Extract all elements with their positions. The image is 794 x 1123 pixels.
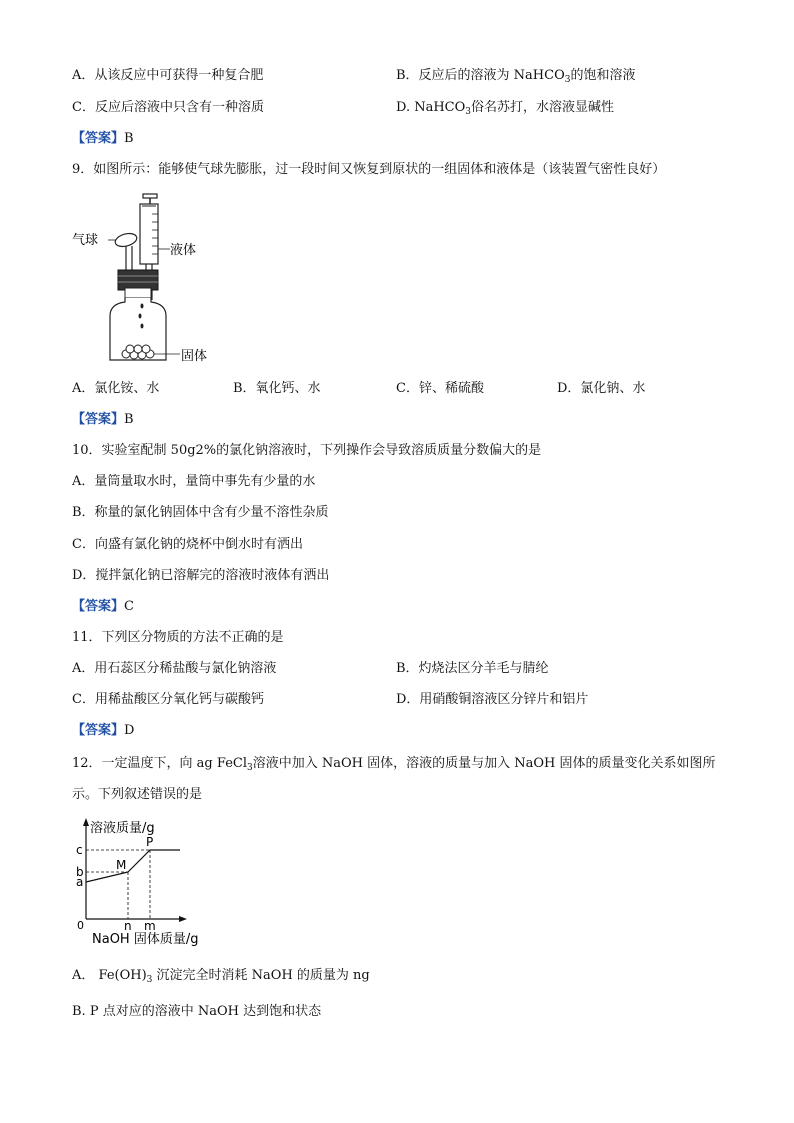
y-axis-arrow-icon — [83, 818, 89, 826]
q8-option-b: B．反应后的溶液为 NaHCO$_3$的饱和溶液 — [396, 68, 636, 85]
point-m-label: M — [116, 858, 127, 872]
y-axis-label: 溶液质量/g — [90, 821, 155, 836]
q10-stem: 10．实验室配制 50g2%的氯化钠溶液时，下列操作会导致溶质质量分数偏大的是 — [72, 443, 542, 458]
bottle — [110, 298, 180, 360]
q10-option-d: D．搅拌氯化钠已溶解完的溶液时液体有洒出 — [72, 568, 330, 583]
solid-label: 固体 — [181, 349, 208, 364]
q11-option-b: B．灼烧法区分羊毛与腈纶 — [396, 661, 549, 676]
q11-option-a: A．用石蕊区分稀盐酸与氯化钠溶液 — [72, 661, 277, 676]
y-tick-a: a — [76, 875, 84, 889]
mass-curve — [86, 850, 180, 882]
q8-option-a: A．从该反应中可获得一种复合肥 — [72, 68, 264, 83]
liquid-label: 液体 — [170, 243, 197, 258]
x-tick-m: m — [144, 919, 156, 933]
x-tick-n: n — [124, 919, 132, 933]
q10-option-b: B．称量的氯化钠固体中含有少量不溶性杂质 — [72, 505, 329, 520]
origin-label: 0 — [77, 919, 84, 932]
q10-option-a: A．量筒量取水时，量筒中事先有少量的水 — [72, 474, 316, 489]
balloon — [108, 231, 138, 272]
q9-option-a: A．氯化铵、水 — [72, 381, 160, 396]
balloon-label: 气球 — [72, 233, 99, 248]
q10-option-c: C．向盛有氯化钠的烧杯中倒水时有洒出 — [72, 537, 303, 552]
q9-option-b: B．氧化钙、水 — [233, 381, 321, 396]
q12-option-b: B. P 点对应的溶液中 NaOH 达到饱和状态 — [72, 1004, 322, 1019]
q10-answer: 【答案】C — [72, 599, 134, 614]
q11-option-d: D．用硝酸铜溶液区分锌片和铝片 — [396, 692, 589, 707]
q9-stem: 9．如图所示：能够使气球先膨胀，过一段时间又恢复到原状的一组固体和液体是（该装置气密性良好） — [72, 162, 666, 177]
y-tick-c: c — [76, 843, 83, 857]
q12-stem-line2: 示。下列叙述错误的是 — [72, 787, 203, 802]
q12-graph — [70, 815, 210, 950]
q9-option-c: C．锌、稀硫酸 — [396, 381, 484, 396]
y-tick-b: b — [76, 865, 84, 879]
q8-option-c: C．反应后溶液中只含有一种溶质 — [72, 100, 264, 115]
q9-option-d: D．氯化钠、水 — [557, 381, 646, 396]
point-p-label: P — [146, 835, 154, 849]
q8-option-d: D. NaHCO$_3$俗名苏打，水溶液显碱性 — [396, 100, 615, 117]
q8-answer: 【答案】B — [72, 131, 134, 146]
q11-option-c: C．用稀盐酸区分氧化钙与碳酸钙 — [72, 692, 264, 707]
q11-stem: 11．下列区分物质的方法不正确的是 — [72, 630, 284, 645]
x-axis-arrow-icon — [179, 916, 187, 922]
q11-answer: 【答案】D — [72, 723, 135, 738]
q9-answer: 【答案】B — [72, 412, 134, 427]
q12-stem-line1: 12．一定温度下，向 ag FeCl$_3$溶液中加入 NaOH 固体，溶液的质量与加入 NaOH 固体的质量变化关系如图所 — [72, 756, 716, 773]
x-axis-label: NaOH 固体质量/g — [92, 932, 199, 947]
q9-apparatus-figure — [70, 192, 230, 372]
q12-option-a: A． $Fe(OH)_3$ 沉淀完全时消耗 NaOH 的质量为 ng — [72, 968, 370, 985]
